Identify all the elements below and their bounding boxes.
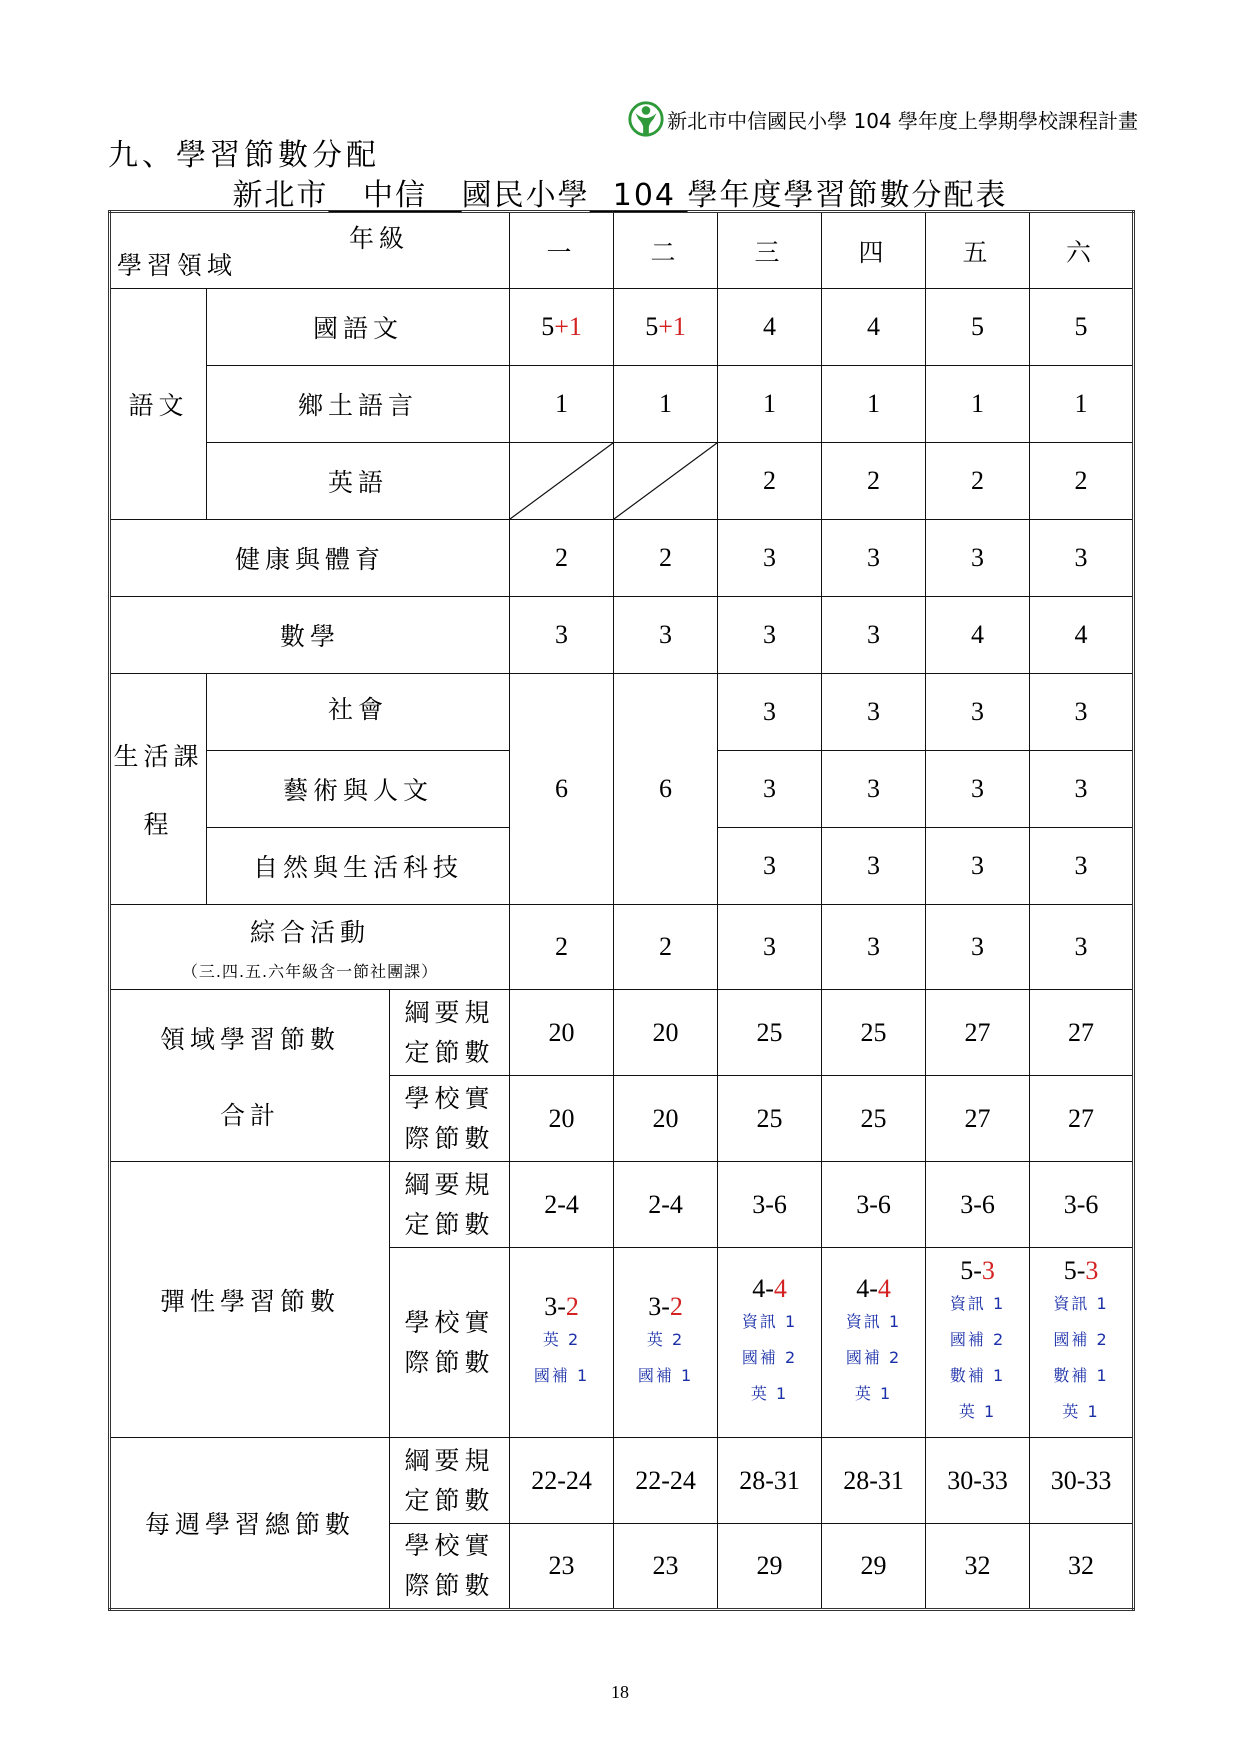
row-label-integrative: 綜合活動 （三.四.五.六年級含一節社團課） (110, 905, 510, 990)
table-cell: 28-31 (718, 1438, 822, 1524)
table-cell: 3 (926, 674, 1030, 751)
table-cell: 1 (510, 366, 614, 443)
row-label-math: 數學 (110, 597, 510, 674)
empty-slashed-cell (614, 443, 718, 520)
table-row (110, 1162, 1134, 1248)
life-group-label: 生活課 程 (110, 674, 207, 905)
header-text: 新北市中信國民小學 104 學年度上學期學校課程計畫 (667, 108, 1138, 133)
schedule-table (108, 210, 1135, 1611)
table-cell: 3-6 (926, 1162, 1030, 1248)
flex-actual-g3: 4-4 資訊 1 國補 2 英 1 (718, 1248, 822, 1438)
table-cell: 3 (822, 905, 926, 990)
table-cell: 29 (822, 1524, 926, 1610)
table-cell: 25 (822, 1076, 926, 1162)
table-cell: 2-4 (510, 1162, 614, 1248)
table-cell: 3 (718, 520, 822, 597)
table-row (110, 1438, 1134, 1524)
page-number: 18 (611, 1682, 629, 1702)
table-cell: 20 (510, 990, 614, 1076)
sub-label-actual: 學校實 際節數 (390, 1248, 510, 1438)
table-cell: 29 (718, 1524, 822, 1610)
table-title: 新北市 中信 國民小學 104 學年度學習節數分配表 (232, 178, 1008, 213)
table-cell: 3 (926, 751, 1030, 828)
table-cell: 3 (822, 828, 926, 905)
table-cell: 1 (1030, 366, 1134, 443)
flex-actual-g5: 5-3 資訊 1 國補 2 數補 1 英 1 (926, 1248, 1030, 1438)
table-cell: 3 (822, 751, 926, 828)
flex-actual-g6: 5-3 資訊 1 國補 2 數補 1 英 1 (1030, 1248, 1134, 1438)
sub-label-plan: 綱要規 定節數 (390, 1162, 510, 1248)
table-cell: 2 (926, 443, 1030, 520)
table-cell: 2 (718, 443, 822, 520)
table-cell: 23 (510, 1524, 614, 1610)
table-cell: 3 (822, 520, 926, 597)
row-label-local-language: 鄉土語言 (207, 366, 510, 443)
sub-label-plan: 綱要規 定節數 (390, 1438, 510, 1524)
table-corner: 年級 學習領域 (110, 212, 510, 289)
school-logo-icon (627, 100, 665, 138)
row-label-social: 社會 (207, 674, 510, 751)
table-cell: 2 (614, 905, 718, 990)
table-cell: 4 (822, 289, 926, 366)
life-merged-g2: 6 (614, 674, 718, 905)
table-cell: 3-6 (1030, 1162, 1134, 1248)
row-label-science: 自然與生活科技 (207, 828, 510, 905)
row-label-domain-total: 領域學習節數 合計 (110, 990, 390, 1162)
table-row (110, 520, 1134, 597)
table-row (110, 990, 1134, 1076)
row-label-flex: 彈性學習節數 (110, 1162, 390, 1438)
flex-actual-g1: 3-2 英 2 國補 1 (510, 1248, 614, 1438)
table-cell: 3 (718, 674, 822, 751)
grade-1: 一 (510, 212, 614, 289)
empty-slashed-cell (510, 443, 614, 520)
table-cell: 3 (718, 597, 822, 674)
flex-actual-g4: 4-4 資訊 1 國補 2 英 1 (822, 1248, 926, 1438)
grade-2: 二 (614, 212, 718, 289)
table-cell: 27 (1030, 990, 1134, 1076)
table-cell: 3 (1030, 751, 1134, 828)
table-cell: 3-6 (822, 1162, 926, 1248)
row-label-english: 英語 (207, 443, 510, 520)
table-cell: 3 (1030, 674, 1134, 751)
table-cell: 2 (822, 443, 926, 520)
sub-label-plan: 綱要規 定節數 (390, 990, 510, 1076)
table-cell: 20 (510, 1076, 614, 1162)
table-cell: 25 (718, 990, 822, 1076)
table-row (110, 674, 1134, 751)
table-cell: 3 (1030, 828, 1134, 905)
table-cell: 32 (1030, 1524, 1134, 1610)
row-label-health: 健康與體育 (110, 520, 510, 597)
table-cell: 3 (926, 520, 1030, 597)
table-cell: 3 (718, 751, 822, 828)
table-cell: 2 (510, 520, 614, 597)
table-cell: 23 (614, 1524, 718, 1610)
table-cell: 30-33 (1030, 1438, 1134, 1524)
table-cell: 27 (926, 1076, 1030, 1162)
table-cell: 1 (614, 366, 718, 443)
table-cell: 1 (718, 366, 822, 443)
row-label-weekly-total: 每週學習總節數 (110, 1438, 390, 1610)
table-row (110, 597, 1134, 674)
table-cell: 28-31 (822, 1438, 926, 1524)
table-row (110, 366, 1134, 443)
grade-3: 三 (718, 212, 822, 289)
table-cell: 3 (718, 905, 822, 990)
table-cell: 3 (822, 597, 926, 674)
table-cell: 5 (1030, 289, 1134, 366)
table-cell: 3-6 (718, 1162, 822, 1248)
table-cell: 4 (926, 597, 1030, 674)
table-cell: 20 (614, 990, 718, 1076)
table-cell: 5 (926, 289, 1030, 366)
table-cell: 2-4 (614, 1162, 718, 1248)
grade-header-row (110, 212, 1134, 289)
table-cell: 3 (614, 597, 718, 674)
mandarin-g1: 5+1 (510, 289, 614, 366)
table-row (110, 905, 1134, 990)
table-row (110, 289, 1134, 366)
grade-6: 六 (1030, 212, 1134, 289)
table-cell: 4 (1030, 597, 1134, 674)
grade-5: 五 (926, 212, 1030, 289)
table-cell: 3 (926, 905, 1030, 990)
table-cell: 1 (822, 366, 926, 443)
table-cell: 3 (510, 597, 614, 674)
table-row (110, 443, 1134, 520)
mandarin-g2: 5+1 (614, 289, 718, 366)
grade-4: 四 (822, 212, 926, 289)
table-cell: 2 (510, 905, 614, 990)
row-label-arts: 藝術與人文 (207, 751, 510, 828)
sub-label-actual: 學校實 際節數 (390, 1076, 510, 1162)
table-cell: 3 (926, 828, 1030, 905)
sub-label-actual: 學校實 際節數 (390, 1524, 510, 1610)
page-header (627, 100, 1138, 138)
table-cell: 25 (718, 1076, 822, 1162)
table-cell: 22-24 (614, 1438, 718, 1524)
table-cell: 1 (926, 366, 1030, 443)
table-cell: 3 (1030, 905, 1134, 990)
table-cell: 22-24 (510, 1438, 614, 1524)
flex-actual-g2: 3-2 英 2 國補 1 (614, 1248, 718, 1438)
table-cell: 2 (614, 520, 718, 597)
section-title: 九、學習節數分配 (108, 138, 380, 173)
table-cell: 25 (822, 990, 926, 1076)
table-cell: 27 (926, 990, 1030, 1076)
table-cell: 3 (822, 674, 926, 751)
life-merged-g1: 6 (510, 674, 614, 905)
table-cell: 2 (1030, 443, 1134, 520)
row-label-mandarin: 國語文 (207, 289, 510, 366)
table-cell: 32 (926, 1524, 1030, 1610)
language-group-label: 語文 (110, 289, 207, 520)
table-cell: 27 (1030, 1076, 1134, 1162)
table-cell: 30-33 (926, 1438, 1030, 1524)
table-cell: 3 (1030, 520, 1134, 597)
table-cell: 20 (614, 1076, 718, 1162)
table-cell: 3 (718, 828, 822, 905)
table-cell: 4 (718, 289, 822, 366)
